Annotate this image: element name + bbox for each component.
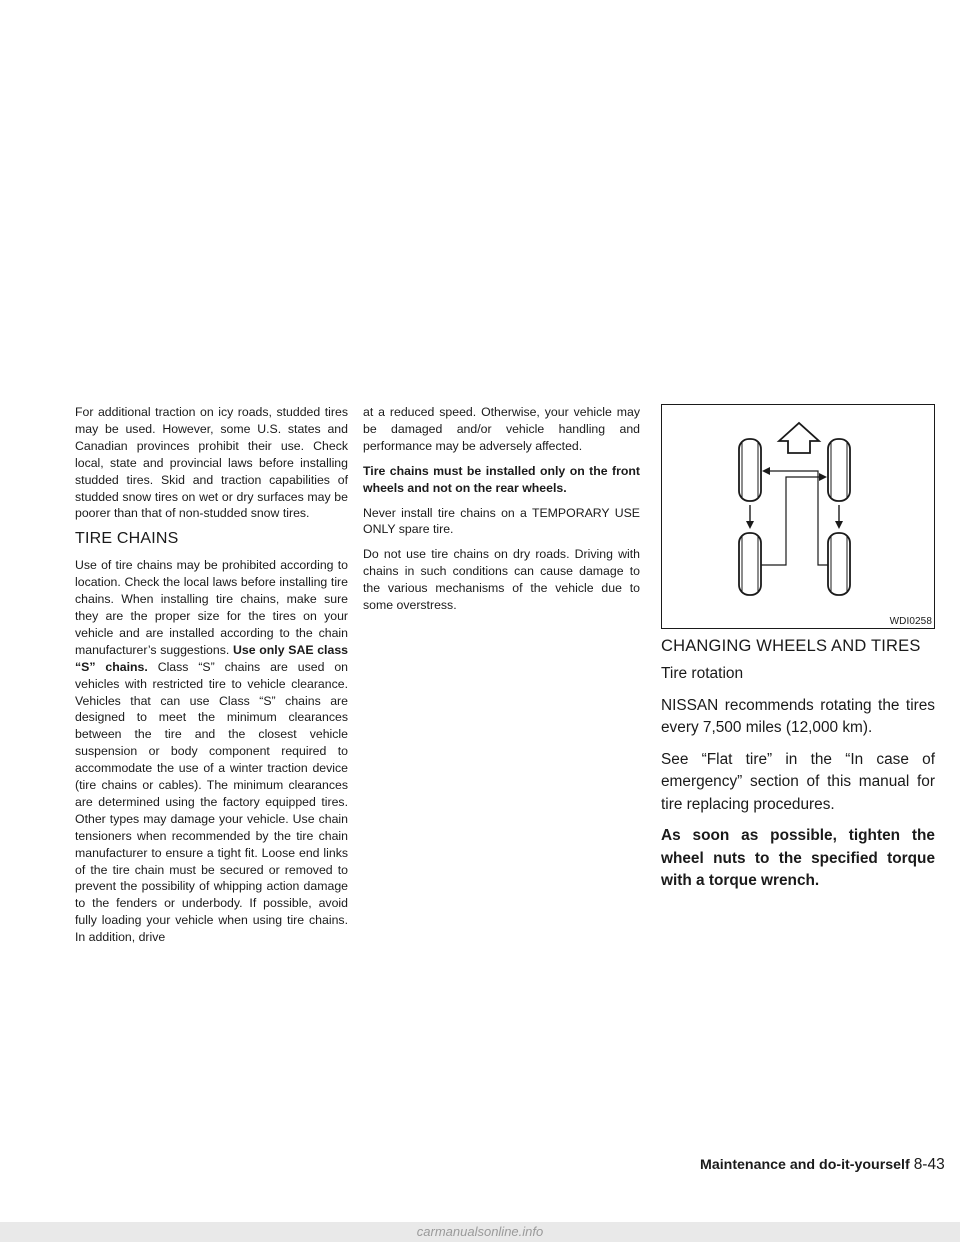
down-arrow-left-icon xyxy=(746,505,754,529)
tire-chains-text-a: Use of tire chains may be prohibited according to location. Check the local laws before installing tire chains. When installing tire chains, make sure they are the proper size for the tires on your vehicle and are installed according to the chain manufacturer’s suggestions. xyxy=(75,558,348,657)
dry-roads-paragraph: Do not use tire chains on dry roads. Driving with chains in such conditions can cause damage to the various mechanisms of the vehicle due to some overstress. xyxy=(363,547,640,613)
forward-arrow-icon xyxy=(779,423,819,453)
left-column xyxy=(75,404,348,954)
right-column xyxy=(661,404,935,902)
tire-rotation-diagram xyxy=(661,404,935,629)
front-wheels-warning: Tire chains must be installed only on the front wheels and not on the rear wheels. xyxy=(363,463,640,495)
watermark: carmanualsonline.info xyxy=(0,1222,960,1242)
footer-section-title: Maintenance and do-it-yourself xyxy=(700,1157,910,1173)
tire-chains-heading: TIRE CHAINS xyxy=(75,530,179,548)
cross-arrow-to-front-right-icon xyxy=(761,473,827,565)
middle-column xyxy=(363,404,640,622)
front-left-tire-icon xyxy=(739,439,761,501)
page-number: 8-43 xyxy=(913,1156,945,1173)
tire-chains-paragraph xyxy=(75,557,348,946)
studded-tires-paragraph: For additional traction on icy roads, studded tires may be used. However, some U.S. states and Canadian provinces prohibit their use. Check local, state and provincial laws before installing studded tires. Skid and traction capabilities of studded snow tires on wet or dry surfaces may be poorer than that of non-studded snow tires. xyxy=(75,405,348,521)
tire-rotation-subheading: Tire rotation xyxy=(661,664,744,682)
changing-wheels-heading: CHANGING WHEELS AND TIRES xyxy=(661,637,921,655)
rear-left-tire-icon xyxy=(739,533,761,595)
rear-right-tire-icon xyxy=(828,533,850,595)
front-right-tire-icon xyxy=(828,439,850,501)
tire-rotation-body xyxy=(661,695,935,893)
torque-warning-paragraph: As soon as possible, tighten the wheel nuts to the specified torque with a torque wrench. xyxy=(661,827,935,890)
figure-code: WDI0258 xyxy=(889,616,932,627)
page-footer xyxy=(700,1156,945,1174)
tire-rotation-illustration xyxy=(662,405,934,628)
sae-class-s-emphasis: Use only SAE class “S” chains. xyxy=(75,642,348,674)
reduced-speed-paragraph: at a reduced speed. Otherwise, your vehicle may be damaged and/or vehicle handling and performance may be adversely affected. xyxy=(363,405,640,453)
spare-tire-paragraph: Never install tire chains on a TEMPORARY USE ONLY spare tire. xyxy=(363,505,640,537)
rotation-interval-paragraph: NISSAN recommends rotating the tires every 7,500 miles (12,000 km). xyxy=(661,696,935,737)
down-arrow-right-icon xyxy=(835,505,843,529)
tire-chains-text-b: Class “S” chains are used on vehicles with restricted tire to vehicle clearance. Vehicles that can use Class “S” chains are designed to meet the minimum clearances between the tire and the closest vehicle suspension or body component required to accommodate the use of a winter traction device (tire chains or cables). The minimum clearances are determined using the factory equipped tires. Other types may damage your vehicle. Use chain tensioners when recommended by the tire chain manufacturer to ensure a tight fit. Loose end links of the tire chain must be secured or removed to prevent the possibility of whipping action damage to the fenders or underbody. If possible, avoid fully loading your vehicle when using tire chains. In addition, drive xyxy=(75,659,348,945)
cross-arrow-to-front-left-icon xyxy=(762,467,828,565)
flat-tire-reference-paragraph: See “Flat tire” in the “In case of emergency” section of this manual for tire replacing procedures. xyxy=(661,750,935,813)
